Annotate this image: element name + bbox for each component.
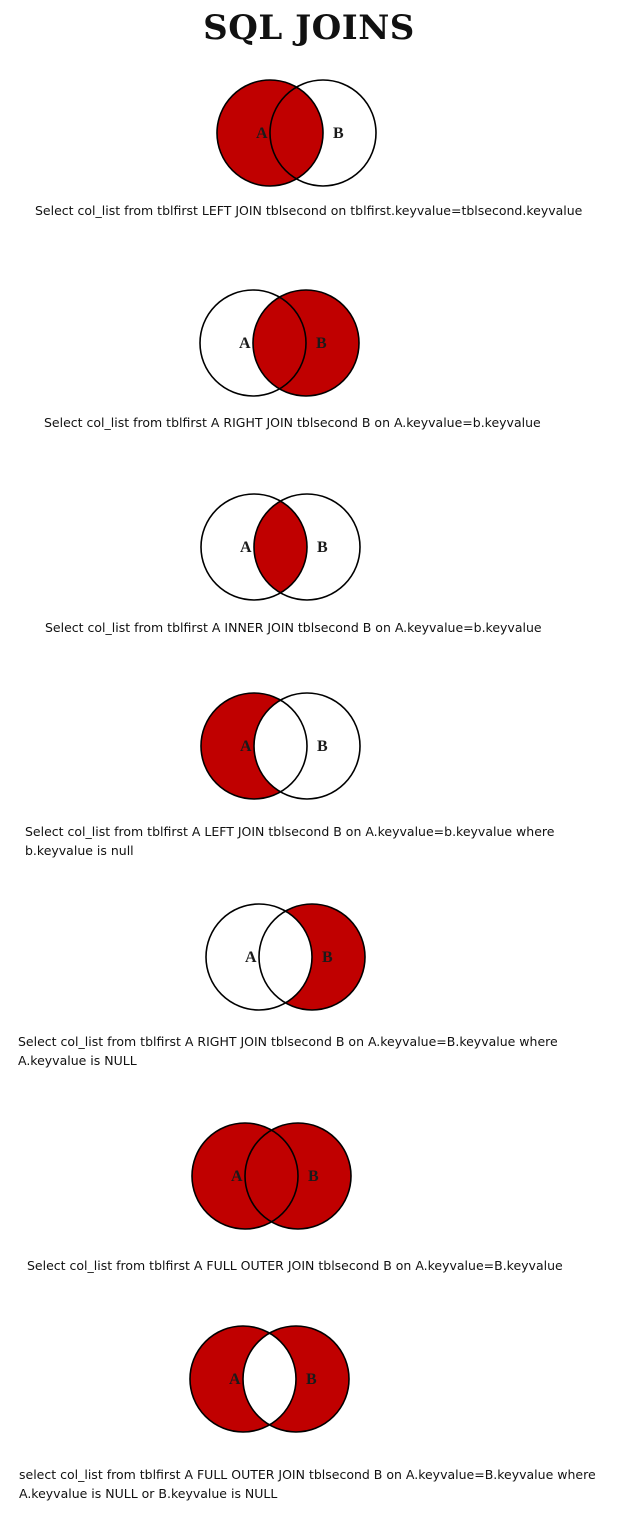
set-a-label: A — [240, 539, 252, 556]
set-a-label: A — [239, 335, 251, 352]
left-join-query-line-1: Select col_list from tblfirst LEFT JOIN tblsecond on tblfirst.keyvalue=tblsecond.keyvalue — [35, 203, 583, 218]
set-b-label: B — [308, 1168, 319, 1185]
full-outer-exclusive-join-query — [19, 1465, 596, 1503]
set-a-label: A — [240, 738, 252, 755]
set-b-label: B — [316, 335, 327, 352]
full-outer-exclusive-join-query-line-1: select col_list from tblfirst A FULL OUTER JOIN tblsecond B on A.keyvalue=B.keyvalue where — [19, 1467, 596, 1482]
set-b-label: B — [317, 738, 328, 755]
set-a-label: A — [229, 1371, 241, 1388]
set-b-label: B — [306, 1371, 317, 1388]
inner-join-query-line-1: Select col_list from tblfirst A INNER JOIN tblsecond B on A.keyvalue=b.keyvalue — [45, 620, 542, 635]
full-outer-join-query-line-1: Select col_list from tblfirst A FULL OUTER JOIN tblsecond B on A.keyvalue=B.keyvalue — [27, 1258, 563, 1273]
set-a-label: A — [245, 949, 257, 966]
full-outer-join-query — [27, 1256, 563, 1275]
right-join-venn — [193, 284, 368, 402]
left-only-join-query — [25, 822, 554, 860]
left-join-venn — [210, 74, 385, 192]
left-only-join-query-line-1: Select col_list from tblfirst A LEFT JOIN tblsecond B on A.keyvalue=b.keyvalue where — [25, 824, 555, 839]
right-join-query-line-1: Select col_list from tblfirst A RIGHT JOIN tblsecond B on A.keyvalue=b.keyvalue — [44, 415, 541, 430]
set-a-label: A — [231, 1168, 243, 1185]
set-b-label: B — [317, 539, 328, 556]
left-only-join-venn — [194, 687, 369, 805]
right-only-join-query-line-2: A.keyvalue is NULL — [18, 1053, 137, 1068]
right-only-join-venn — [199, 898, 374, 1016]
left-join-query — [35, 201, 582, 220]
right-only-join-query-line-1: Select col_list from tblfirst A RIGHT JOIN tblsecond B on A.keyvalue=B.keyvalue where — [18, 1034, 558, 1049]
full-outer-exclusive-join-venn — [183, 1320, 358, 1438]
set-b-label: B — [333, 125, 344, 142]
right-only-join-query — [18, 1032, 558, 1070]
inner-join-query — [45, 618, 542, 637]
full-outer-exclusive-join-query-line-2: A.keyvalue is NULL or B.keyvalue is NULL — [19, 1486, 278, 1501]
inner-join-venn — [194, 488, 369, 606]
full-outer-join-venn — [185, 1117, 360, 1235]
left-only-join-query-line-2: b.keyvalue is null — [25, 843, 134, 858]
right-join-query — [44, 413, 541, 432]
set-b-label: B — [322, 949, 333, 966]
page-title: SQL JOINS — [203, 8, 415, 48]
set-a-label: A — [256, 125, 268, 142]
